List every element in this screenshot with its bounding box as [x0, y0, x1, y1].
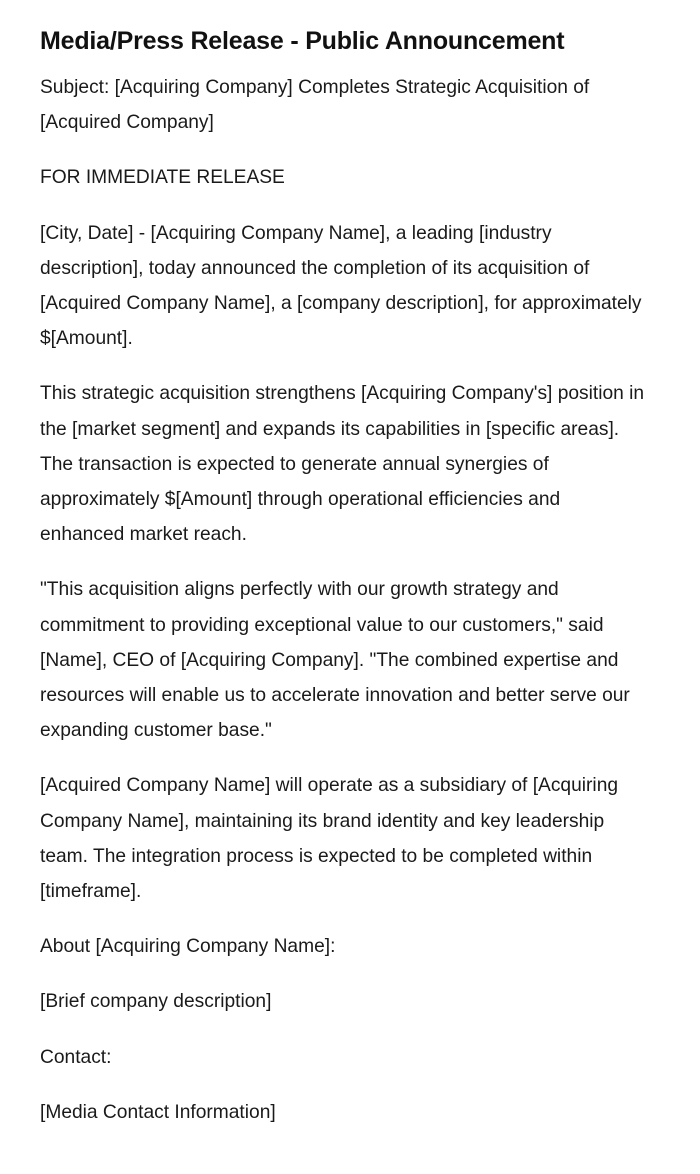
- document-title: Media/Press Release - Public Announcement: [40, 27, 565, 55]
- ceo-quote-paragraph: "This acquisition aligns perfectly with our growth strategy and commitment to providing exceptional value to our customers," said [Name], CEO of [Acquiring Company]. "The combined expertise and resources will enable us to accelerate innovation and better serve our expanding customer base.": [40, 579, 630, 742]
- integration-paragraph: [Acquired Company Name] will operate as a subsidiary of [Acquiring Company Name], maintaining its brand identity and key leadership team. The integration process is expected to be completed within [timeframe].: [40, 775, 619, 903]
- strategy-paragraph: This strategic acquisition strengthens [Acquiring Company's] position in the [market segment] and expands its capabilities in [specific areas]. The transaction is expected to generate annual synergies of approximately $[Amount] through operational efficiencies and enhanced market reach.: [40, 383, 645, 546]
- subject-line: Subject: [Acquiring Company] Completes Strategic Acquisition of [Acquired Company]: [40, 77, 590, 134]
- announcement-paragraph: [City, Date] - [Acquiring Company Name], a leading [industry description], today announced the completion of its acquisition of [Acquired Company Name], a [company description], for approximately $[Amount].: [40, 222, 642, 350]
- release-notice: FOR IMMEDIATE RELEASE: [40, 167, 285, 189]
- media-contact-info: [Media Contact Information]: [40, 1101, 276, 1123]
- press-release-document: [40, 24, 645, 1150]
- company-description: [Brief company description]: [40, 991, 272, 1013]
- about-heading: About [Acquiring Company Name]:: [40, 936, 336, 958]
- contact-heading: Contact:: [40, 1046, 112, 1068]
